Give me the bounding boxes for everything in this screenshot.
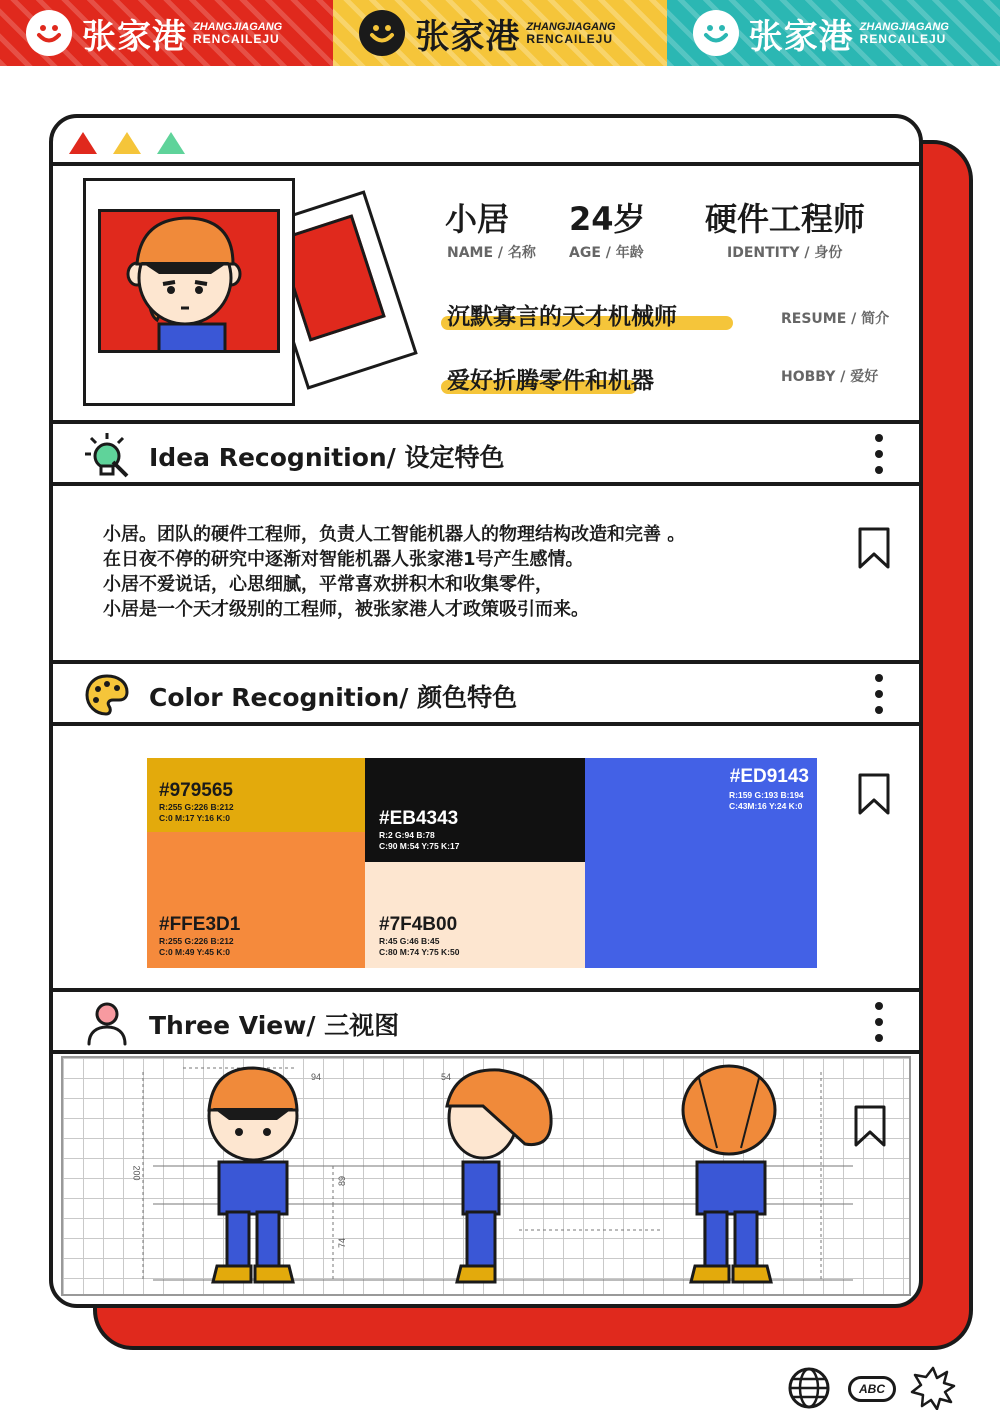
identity-value: 硬件工程师	[705, 200, 866, 238]
three-view-drawing	[63, 1058, 909, 1294]
avatar	[83, 178, 295, 406]
color-swatch	[147, 758, 365, 832]
yellow-triangle-icon	[113, 132, 141, 154]
profile-section	[53, 166, 919, 424]
palette-icon	[83, 672, 131, 718]
smiley-icon	[359, 10, 405, 56]
swatch-hex: #7F4B00	[379, 914, 458, 935]
lightbulb-icon	[83, 432, 131, 478]
hobby-label: HOBBY / 爱好	[781, 369, 879, 385]
description-line: 在日夜不停的研究中逐渐对智能机器人张家港1号产生感情。	[103, 549, 584, 570]
swatch-hex: #979565	[159, 780, 233, 801]
banner-logo-teal	[667, 0, 1000, 66]
bookmark-icon[interactable]	[853, 1104, 887, 1148]
banner-logo-yellow	[333, 0, 666, 66]
resume-label: RESUME / 简介	[781, 311, 890, 327]
abc-badge-text: ABC	[859, 1382, 885, 1396]
swatch-rgb: R:159 G:193 B:194	[729, 790, 804, 800]
more-menu-icon[interactable]	[873, 434, 885, 474]
top-banner	[0, 0, 1000, 66]
smiley-icon	[693, 10, 739, 56]
window-titlebar	[53, 118, 919, 166]
swatch-rgb: R:255 G:226 B:212	[159, 802, 234, 812]
green-triangle-icon	[157, 132, 185, 154]
color-section-body	[53, 730, 919, 992]
smiley-icon	[26, 10, 72, 56]
dimension-label: 54	[441, 1072, 452, 1082]
idea-section-body	[53, 490, 919, 664]
swatch-hex: #ED9143	[729, 766, 809, 787]
name-label: NAME / 名称	[447, 245, 536, 261]
swatch-cmyk: C:0 M:17 Y:16 K:0	[159, 813, 231, 823]
more-menu-icon[interactable]	[873, 674, 885, 714]
banner-logo-red	[0, 0, 333, 66]
swatch-cmyk: C:90 M:54 Y:75 K:17	[379, 841, 460, 851]
color-section-header	[53, 664, 919, 726]
dimension-label: 94	[311, 1072, 322, 1082]
character-portrait	[101, 212, 280, 353]
color-swatch	[585, 758, 817, 968]
three-view-grid	[61, 1056, 911, 1296]
logo-en-text: ZHANGJIAGANG RENCAILEJU	[859, 21, 949, 46]
color-swatch	[147, 832, 365, 968]
profile-card	[49, 114, 923, 1308]
section-title: Three View/ 三视图	[149, 1011, 400, 1040]
dimension-label: 74	[337, 1237, 348, 1249]
description-line: 小居不爱说话，心思细腻，平常喜欢拼积木和收集零件，	[103, 574, 553, 595]
dimension-label: 200	[131, 1165, 142, 1181]
resume-value: 沉默寡言的天才机械师	[447, 304, 677, 330]
section-title: Color Recognition/ 颜色特色	[149, 683, 518, 712]
logo-cn-text: 张家港	[82, 16, 187, 57]
swatch-rgb: R:2 G:94 B:78	[379, 830, 435, 840]
bookmark-icon[interactable]	[857, 772, 891, 816]
description-line: 小居。团队的硬件工程师，负责人工智能机器人的物理结构改造和完善 。	[103, 524, 686, 545]
front-view-figure	[209, 1068, 297, 1282]
three-view-section-header	[53, 992, 919, 1054]
bookmark-icon[interactable]	[857, 526, 891, 570]
idea-section-header	[53, 424, 919, 486]
swatch-hex: #FFE3D1	[159, 914, 241, 935]
side-view-figure	[447, 1070, 551, 1282]
identity-label: IDENTITY / 身份	[727, 245, 843, 261]
color-swatch	[365, 862, 585, 968]
globe-icon	[786, 1366, 832, 1410]
age-value: 24岁	[569, 200, 646, 238]
hobby-value: 爱好折腾零件和机器	[447, 368, 654, 394]
abc-badge-icon	[848, 1376, 896, 1402]
color-swatch	[365, 758, 585, 862]
starburst-icon	[910, 1366, 956, 1410]
swatch-rgb: R:255 G:226 B:212	[159, 936, 234, 946]
dimension-label: 89	[337, 1175, 348, 1187]
back-view-figure	[683, 1066, 775, 1282]
logo-cn-text: 张家港	[748, 16, 854, 57]
swatch-cmyk: C:0 M:49 Y:45 K:0	[159, 947, 231, 957]
section-title: Idea Recognition/ 设定特色	[149, 443, 505, 472]
age-label: AGE / 年龄	[569, 245, 644, 261]
idea-description	[103, 522, 803, 622]
logo-en-text: ZHANGJIAGANG RENCAILEJU	[526, 21, 616, 46]
red-triangle-icon	[69, 132, 97, 154]
logo-cn-text: 张家港	[415, 16, 521, 57]
swatch-cmyk: C:80 M:74 Y:75 K:50	[379, 947, 460, 957]
name-value: 小居	[445, 200, 510, 238]
person-icon	[83, 1000, 131, 1046]
more-menu-icon[interactable]	[873, 1002, 885, 1042]
description-line: 小居是一个天才级别的工程师，被张家港人才政策吸引而来。	[103, 599, 589, 620]
swatch-hex: #EB4343	[379, 808, 459, 829]
swatch-cmyk: C:43M:16 Y:24 K:0	[729, 801, 803, 811]
logo-en-text: ZHANGJIAGANG RENCAILEJU	[193, 21, 283, 46]
swatch-rgb: R:45 G:46 B:45	[379, 936, 440, 946]
